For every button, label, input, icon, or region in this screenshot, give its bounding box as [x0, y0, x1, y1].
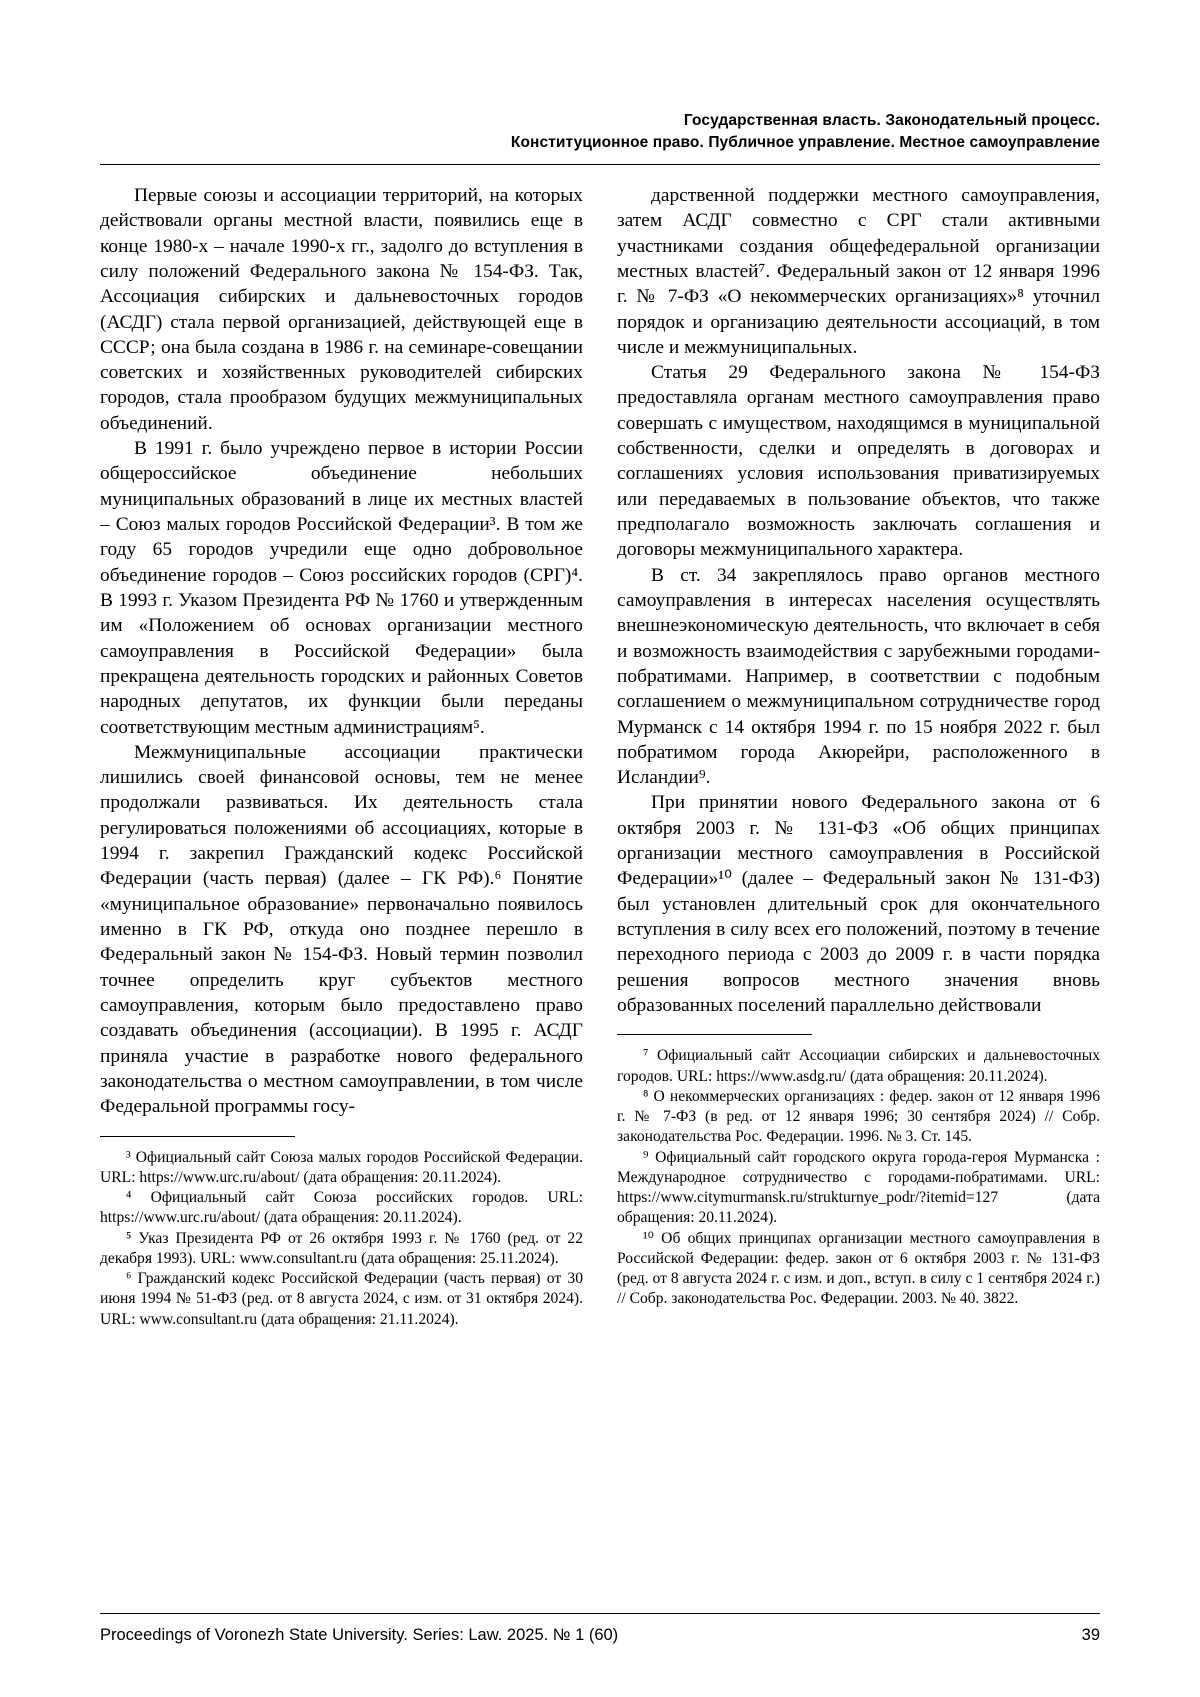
paragraph: Межмуниципальные ассоциации практически лишились своей финансовой основы, тем не менее продолжали развиваться. Их деятельность стала регулироваться положениями об ассоциациях, которые в 1994 г. закрепил Гражданский кодекс Российской Федерации (часть первая) (далее – ГК РФ).⁶ Понятие «муниципальное образование» первоначально появилось именно в ГК РФ, откуда оно позднее перешло в Федеральный закон № 154-ФЗ. Новый термин позволил точнее определить круг субъектов местного самоуправления, которым было предоставлено право создавать объединения (ассоциации). В 1995 г. АСДГ приняла участие в разработке нового федерального законодательства о местном самоуправлении, в том числе Федеральной программы госу- — [100, 741, 583, 1118]
running-head — [100, 110, 1100, 155]
footnote-list — [100, 1148, 583, 1330]
footnote-list — [617, 1046, 1100, 1309]
footnote-item: ⁴ Официальный сайт Союза российских городов. URL: https://www.urc.ru/about/ (дата обращения: 20.11.2024). — [100, 1189, 583, 1227]
footnote-item: ⁹ Официальный сайт городского округа города-героя Мурманска : Международное сотрудничество с городами-побратимами. URL: https://www.citymurmansk.ru/strukturnye_podr/?itemid=127 (дата обращения: 20.11.2024). — [617, 1148, 1100, 1227]
page-footer — [100, 1613, 1100, 1645]
paragraph: Статья 29 Федерального закона № 154-ФЗ предоставляла органам местного самоуправления право совершать с имуществом, находящимся в муниципальной собственности, сделки и определять в договорах и соглашениях условия использования приватизируемых или передаваемых в пользование объектов, что также предполагало возможность заключать соглашения и договоры межмуниципального характера. — [617, 362, 1100, 561]
paragraph: Первые союзы и ассоциации территорий, на которых действовали органы местной власти, появились еще в конце 1980-х – начале 1990-х гг., задолго до вступления в силу положений Федерального закона № 154-ФЗ. Так, Ассоциация сибирских и дальневосточных городов (АСДГ) стала первой организацией, действующей еще в СССР; она была создана в 1986 г. на семинаре-совещании советских и хозяйственных руководителей сибирских городов, стала прообразом будущих межмуниципальных объединений. — [100, 184, 583, 434]
footnote-item: ⁷ Официальный сайт Ассоциации сибирских и дальневосточных городов. URL: https://www.asdg.ru/ (дата обращения: 20.11.2024). — [617, 1047, 1100, 1085]
page-number: 39 — [1081, 1626, 1100, 1644]
footnote-item: ³ Официальный сайт Союза малых городов Российской Федерации. URL: https://www.urc.ru/about/ (дата обращения: 20.11.2024). — [100, 1148, 583, 1186]
running-head-line-2: Конституционное право. Публичное управление. Местное самоуправление — [510, 134, 1100, 152]
footnote-item: ⁸ О некоммерческих организациях : федер. закон от 12 января 1996 г. № 7-ФЗ (в ред. от 12 января 1996; 30 сентября 2024) // Собр. законодательства Рос. Федерации. 1996. № 3. Ст. 145. — [617, 1087, 1100, 1146]
running-head-line-1: Государственная власть. Законодательный процесс. — [683, 112, 1100, 129]
journal-citation: Proceedings of Voronezh State University. Series: Law. 2025. № 1 (60) — [100, 1626, 619, 1644]
footnote-item: ⁶ Гражданский кодекс Российской Федерации (часть первая) от 30 июня 1994 № 51-ФЗ (ред. от 8 августа 2024, с изм. от 31 октября 2024). URL: www.consultant.ru (дата обращения: 21.11.2024). — [100, 1270, 583, 1328]
right-column — [617, 183, 1100, 1310]
footnote-divider — [617, 1034, 812, 1035]
running-head-divider — [100, 164, 1100, 165]
footnote-item: ¹⁰ Об общих принципах организации местного самоуправления в Российской Федерации: федер. закон от 6 октября 2003 г. № 131-ФЗ (ред. от 8 августа 2024 г. с изм. и доп., вступ. в силу с 1 сентября 2024 г.) // Собр. законодательства Рос. Федерации. 2003. № 40. 3822. — [617, 1229, 1100, 1308]
left-column — [100, 183, 583, 1330]
paragraph: В ст. 34 закреплялось право органов местного самоуправления в интересах населения осуществлять внешнеэкономическую деятельность, что включает в себя и возможность взаимодействия с зарубежными городами-побратимами. Например, в соответствии с подобным соглашением о межмуниципальном сотрудничестве город Мурманск с 14 октября 1994 г. по 15 ноября 2022 г. был побратимом города Акюрейри, расположенного в Исландии⁹. — [617, 564, 1100, 789]
footnote-item: ⁵ Указ Президента РФ от 26 октября 1993 г. № 1760 (ред. от 22 декабря 1993). URL: www.consultant.ru (дата обращения: 25.11.2024). — [100, 1229, 583, 1267]
footnote-divider — [100, 1136, 295, 1137]
paragraph: При принятии нового Федерального закона от 6 октября 2003 г. № 131-ФЗ «Об общих принципах организации местного самоуправления в Российской Федерации»¹⁰ (далее – Федеральный закон № 131-ФЗ) был установлен длительный срок для окончательного вступления в силу всех его положений, поэтому в течение переходного периода с 2003 до 2009 г. в части порядка решения вопросов местного значения вновь образованных поселений параллельно действовали — [617, 792, 1100, 1016]
two-column-body — [100, 183, 1100, 1330]
paragraph: дарственной поддержки местного самоуправления, затем АСДГ совместно с СРГ стали активными участниками создания общефедеральной организации местных властей⁷. Федеральный закон от 12 января 1996 г. № 7-ФЗ «О некоммерческих организациях»⁸ уточнил порядок и организацию деятельности ассоциаций, в том числе и межмуниципальных. — [617, 184, 1100, 358]
paragraph: В 1991 г. было учреждено первое в истории России общероссийское объединение небольших муниципальных образований в лице их местных властей – Союз малых городов Российской Федерации³. В том же году 65 городов учредили еще одно добровольное объединение городов – Союз российских городов (СРГ)⁴. В 1993 г. Указом Президента РФ № 1760 и утвержденным им «Положением об основах организации местного самоуправления в Российской Федерации» была прекращена деятельность городских и районных Советов народных депутатов, их функции были переданы соответствующим местным администрациям⁵. — [100, 438, 583, 738]
footer-divider — [100, 1613, 1100, 1614]
